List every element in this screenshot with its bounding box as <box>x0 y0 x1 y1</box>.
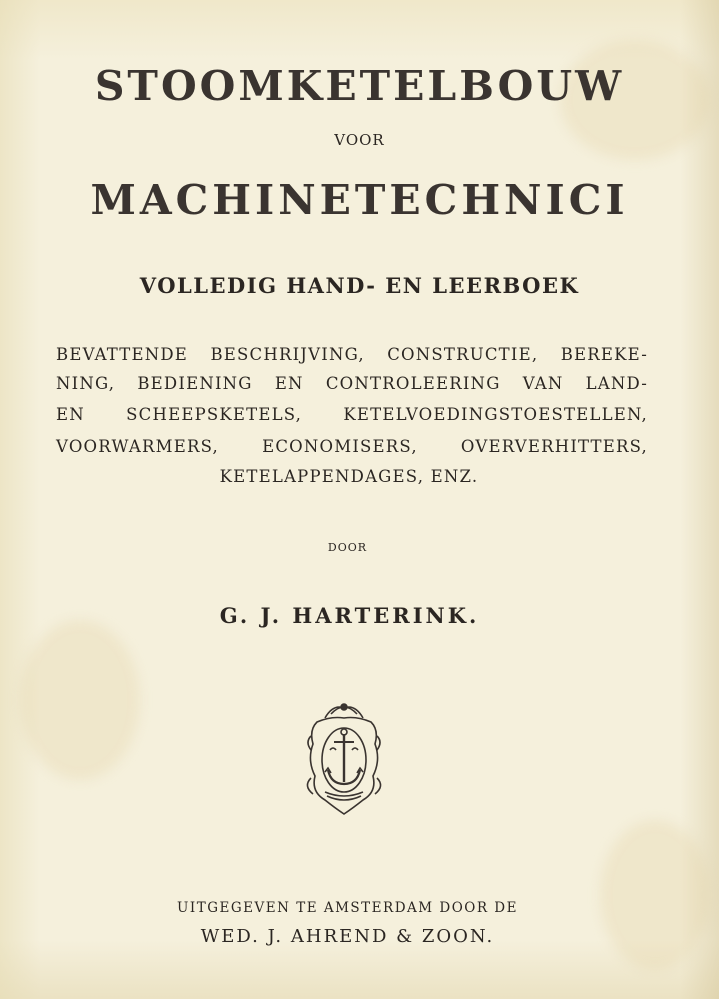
author-name: G. J. HARTERINK. <box>219 603 480 628</box>
description-line: BEVATTENDE BESCHRIJVING, CONSTRUCTIE, BEREKE- <box>56 345 648 364</box>
publisher-line-1: UITGEGEVEN TE AMSTERDAM DOOR DE <box>177 900 518 916</box>
by-label: DOOR <box>327 541 368 554</box>
title-connector: VOOR <box>334 131 385 149</box>
description-line: KETELAPPENDAGES, ENZ. <box>219 467 479 486</box>
description-line: EN SCHEEPSKETELS, KETELVOEDINGSTOESTELLEN, <box>56 405 648 424</box>
paper-stain <box>20 620 140 780</box>
book-title-line-2: MACHINETECHNICI <box>90 176 629 224</box>
paper-stain <box>600 820 710 970</box>
description-line: VOORWARMERS, ECONOMISERS, OVERVERHITTERS, <box>56 437 648 456</box>
book-title-line-1: STOOMKETELBOUW <box>94 62 625 110</box>
book-subtitle: VOLLEDIG HAND- EN LEERBOEK <box>139 273 580 298</box>
anchor-crest-icon <box>303 700 385 818</box>
description-line: NING, BEDIENING EN CONTROLEERING VAN LAND- <box>56 374 648 393</box>
publisher-line-2: WED. J. AHREND & ZOON. <box>200 926 495 947</box>
